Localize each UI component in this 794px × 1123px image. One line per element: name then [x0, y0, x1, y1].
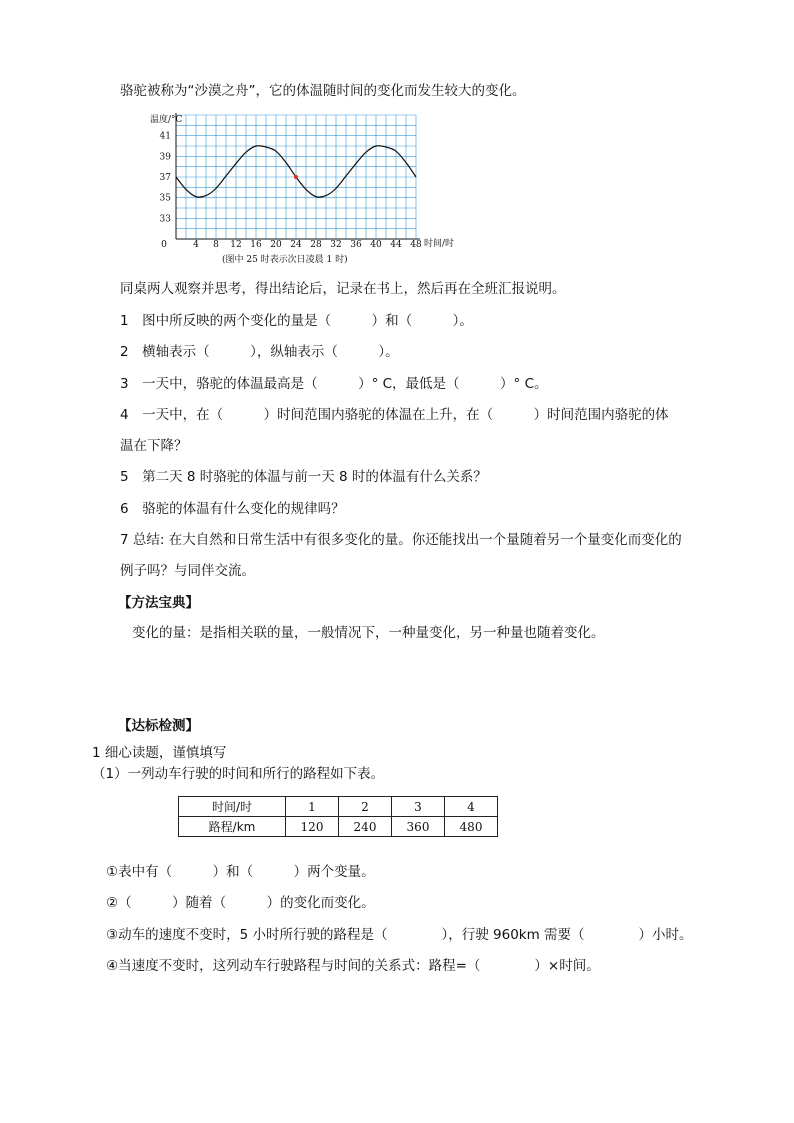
method-heading: 【方法宝典】	[118, 595, 199, 611]
fill-item-3: ③动车的速度不变时，5 小时所行驶的路程是（ ），行驶 960km 需要（ ）小时。	[106, 927, 693, 943]
check-subheading: 1 细心读题，谨慎填写	[92, 745, 227, 761]
question-4-cont: 温在下降？	[120, 438, 188, 454]
y-tick-label: 39	[159, 152, 171, 163]
y-tick-label: 37	[159, 173, 171, 183]
x-tick-label: 24	[290, 240, 302, 250]
x-tick-label: 40	[370, 240, 382, 250]
table-row	[179, 797, 498, 817]
x-tick-label: 16	[250, 240, 262, 250]
x-tick-label: 36	[350, 240, 362, 250]
table-cell: 480	[445, 817, 498, 837]
chart-axes	[176, 113, 420, 239]
x-tick-label: 28	[310, 240, 322, 250]
x-tick-label: 4	[193, 240, 199, 250]
x-axis-label: 时间/时	[424, 239, 455, 249]
check-heading: 【达标检测】	[118, 718, 199, 734]
question-4: 4 一天中，在（ ）时间范围内骆驼的体温在上升，在（ ）时间范围内骆驼的体	[120, 407, 669, 423]
method-text: 变化的量：是指相关联的量，一般情况下，一种量变化，另一种量也随着变化。	[132, 625, 605, 641]
table-cell: 240	[339, 817, 392, 837]
question-7-cont: 例子吗？与同伴交流。	[120, 563, 255, 579]
table-cell: 1	[286, 797, 339, 817]
chart-ticks	[160, 132, 422, 250]
chart-note: (图中 25 时表示次日凌晨 1 时)	[222, 255, 348, 265]
question-1: 1 图中所反映的两个变化的量是（ ）和（ ）。	[120, 313, 473, 329]
table-cell: 360	[392, 817, 445, 837]
fill-item-1: ①表中有（ ）和（ ）两个变量。	[106, 864, 375, 880]
table-cell: 3	[392, 797, 445, 817]
x-tick-label: 0	[161, 240, 167, 250]
intro-text: 骆驼被称为“沙漠之舟”，它的体温随时间的变化而发生较大的变化。	[120, 83, 526, 99]
fill-item-2: ②（ ）随着（ ）的变化而变化。	[106, 895, 375, 911]
highlight-point	[294, 175, 298, 179]
table-cell: 120	[286, 817, 339, 837]
check-problem-intro: （1）一列动车行驶的时间和所行的路程如下表。	[92, 766, 385, 782]
question-5: 5 第二天 8 时骆驼的体温与前一天 8 时的体温有什么关系？	[120, 469, 487, 485]
question-3: 3 一天中，骆驼的体温最高是（ ）° C，最低是（ ）° C。	[120, 376, 548, 392]
y-tick-label: 41	[159, 131, 171, 142]
x-tick-label: 48	[410, 240, 422, 250]
question-6: 6 骆驼的体温有什么变化的规律吗？	[120, 501, 345, 517]
x-tick-label: 32	[330, 240, 342, 250]
camel-temperature-chart	[140, 106, 470, 268]
fill-item-4: ④当速度不变时，这列动车行驶路程与时间的关系式：路程=（ ）×时间。	[106, 958, 600, 974]
route-table	[178, 796, 498, 837]
x-tick-label: 8	[213, 240, 219, 250]
instruction-text: 同桌两人观察并思考，得出结论后，记录在书上，然后再在全班汇报说明。	[120, 281, 566, 297]
table-header-time: 时间/时	[179, 797, 286, 817]
question-2: 2 横轴表示（ ），纵轴表示（ ）。	[120, 344, 399, 360]
table-cell: 4	[445, 797, 498, 817]
y-tick-label: 33	[159, 214, 171, 225]
y-axis-label: 温度/°C	[150, 115, 183, 125]
y-tick-label: 35	[159, 193, 171, 204]
question-7: 7 总结: 在大自然和日常生活中有很多变化的量。你还能找出一个量随着另一个量变化而变化的	[120, 532, 682, 548]
x-tick-label: 44	[390, 240, 402, 250]
table-row	[179, 817, 498, 837]
table-header-distance: 路程/km	[179, 817, 286, 837]
table-cell: 2	[339, 797, 392, 817]
x-tick-label: 12	[230, 240, 242, 250]
x-tick-label: 20	[270, 240, 282, 250]
